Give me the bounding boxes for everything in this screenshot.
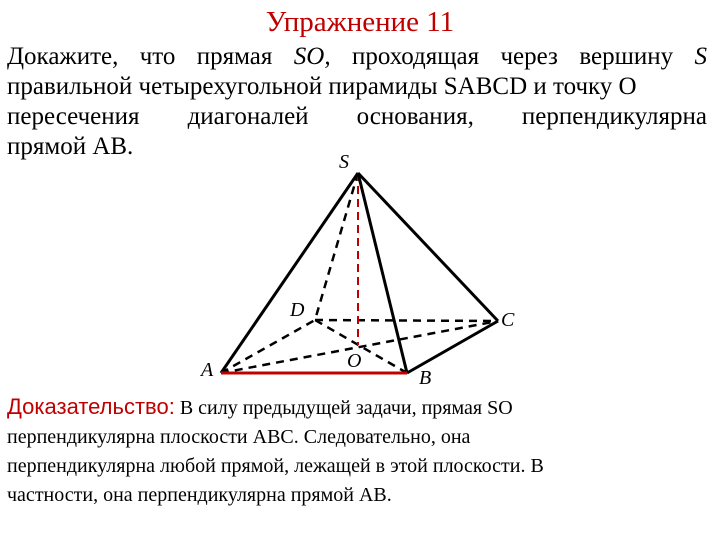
statement-word: основания, (356, 103, 474, 130)
statement-word: проходящая (351, 43, 480, 70)
statement-line-1 (7, 42, 707, 72)
statement-word: пересечения (7, 103, 140, 130)
statement-word: диагоналей (187, 103, 309, 130)
statement-word: прямая (196, 43, 273, 70)
proof-line-4: частности, она перпендикулярна прямой AB. (7, 484, 392, 506)
statement-word: вершину (579, 43, 674, 70)
proof-line-3: перпендикулярна любой прямой, лежащей в этой плоскости. В (7, 455, 544, 477)
edge-DC (315, 320, 498, 321)
label-A: A (201, 359, 214, 381)
proof-heading: Доказательство: (7, 394, 175, 419)
pyramid-figure (195, 148, 535, 388)
problem-statement (7, 42, 707, 162)
statement-word: перпендикулярна (521, 103, 707, 130)
proof-line-1 (7, 392, 713, 423)
statement-word: SO, (293, 43, 331, 70)
statement-line-3 (7, 102, 707, 132)
label-O: O (347, 350, 362, 372)
proof-block (7, 392, 713, 510)
statement-word: через (500, 43, 558, 70)
edge-BC (407, 321, 498, 373)
label-D: D (290, 299, 305, 321)
statement-word: что (139, 43, 176, 70)
edge-SD (315, 173, 358, 320)
edge-SA (221, 173, 358, 373)
edge-SC (358, 173, 498, 321)
statement-line-2: правильной четырехугольной пирамиды SABCD и точку O (7, 73, 637, 100)
proof-text: В силу предыдущей задачи, прямая SO (174, 397, 513, 419)
label-S: S (339, 151, 349, 173)
statement-line-4: прямой AB. (7, 133, 134, 160)
statement-word: S (694, 43, 707, 70)
proof-line-2: перпендикулярна плоскости ABC. Следовательно, она (7, 426, 471, 448)
label-B: B (419, 367, 432, 388)
edge-SB (358, 173, 407, 373)
exercise-title: Упражнение 11 (265, 6, 455, 38)
statement-word: Докажите, (7, 43, 119, 70)
pyramid-diagram (195, 148, 535, 388)
label-C: C (501, 309, 515, 331)
